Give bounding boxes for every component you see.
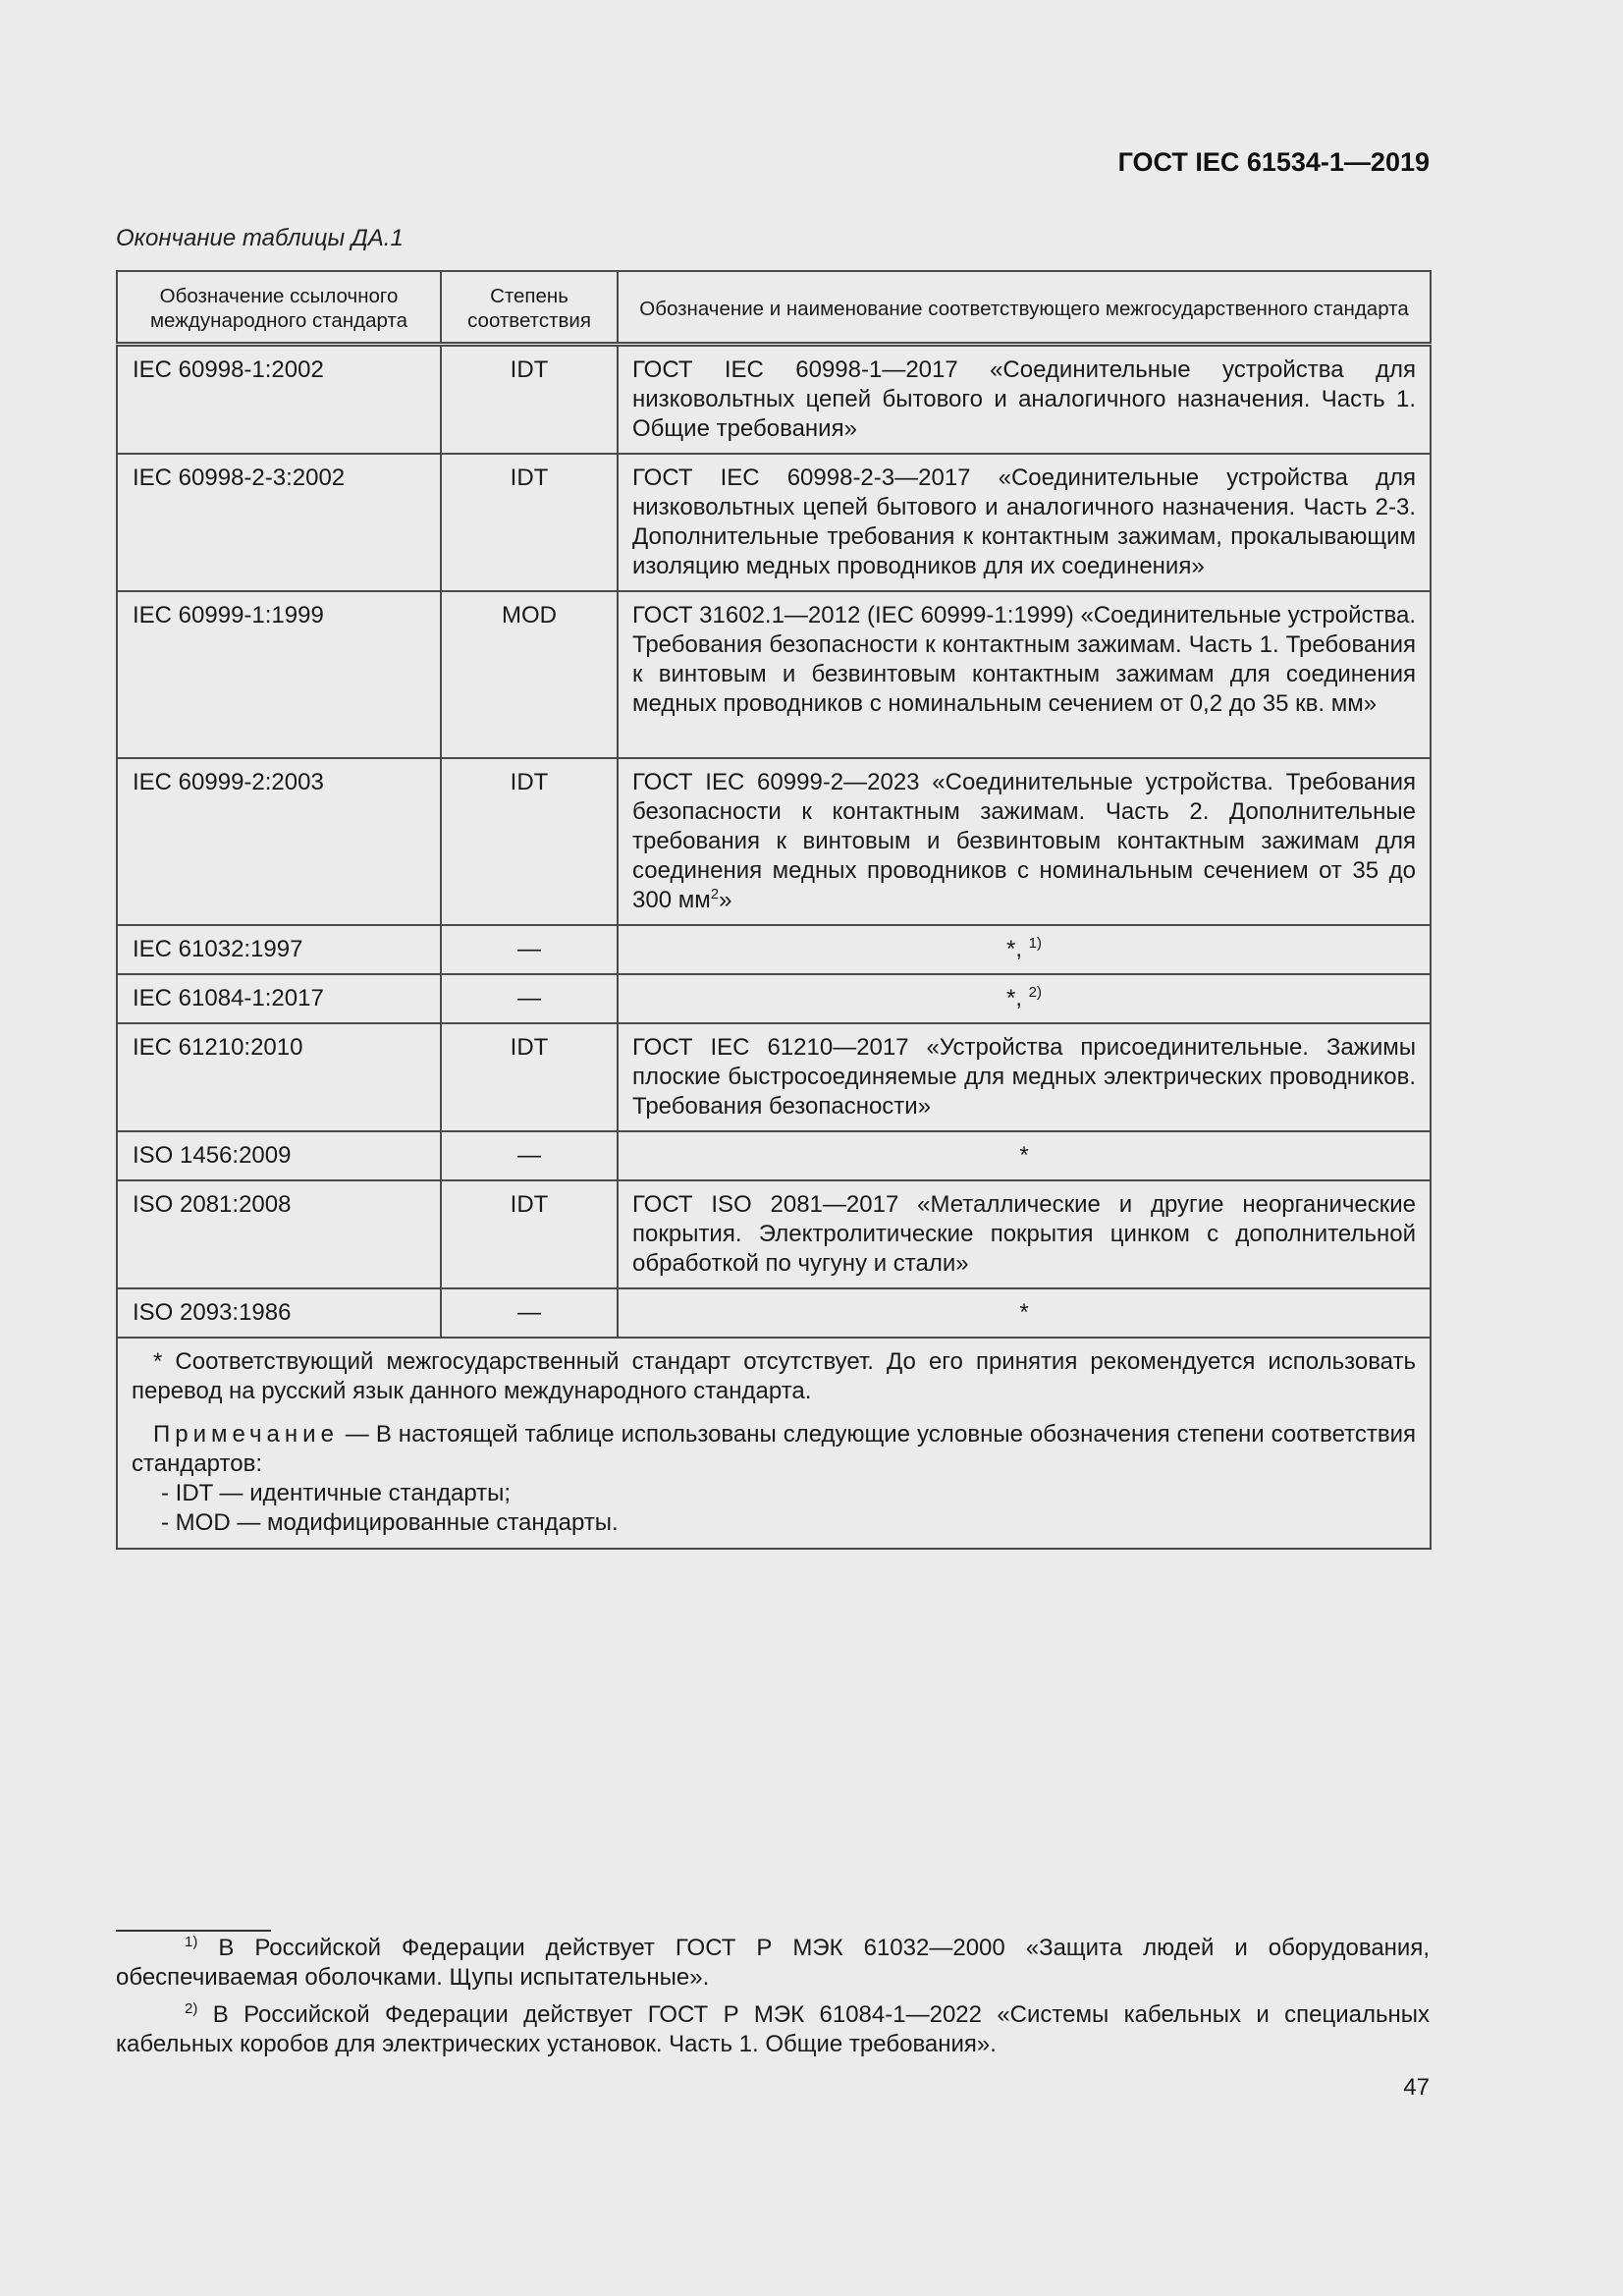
- footnotes: [116, 1934, 1430, 2059]
- table-header-row: [117, 271, 1431, 345]
- footnote-mark: 2): [185, 2000, 198, 2017]
- cell-code: IEC 60999-1:1999: [117, 591, 441, 758]
- table-row: [117, 974, 1431, 1023]
- cell-degree: IDT: [441, 1180, 618, 1288]
- table-row: [117, 1180, 1431, 1288]
- cell-code: IEC 61032:1997: [117, 925, 441, 974]
- footnote-ref-1: 1): [1028, 935, 1043, 952]
- cell-degree: —: [441, 1131, 618, 1180]
- footnote-2: [116, 2000, 1430, 2059]
- cell-name: [618, 925, 1431, 974]
- cell-degree: IDT: [441, 345, 618, 455]
- table-row: [117, 454, 1431, 591]
- cell-name-text: *,: [1005, 936, 1029, 962]
- cell-name: ГОСТ IEC 60998-2-3—2017 «Соединительные устройства для низковольтных цепей бытового и аналогичного назначения. Часть 2-3. Дополнительные требования к контактным зажимам, прокалывающим изоляцию медных проводников для их соединения»: [618, 454, 1431, 591]
- cell-code: IEC 60999-2:2003: [117, 758, 441, 925]
- footnote-separator: [116, 1930, 271, 1932]
- footnote-mark: 1): [185, 1934, 198, 1950]
- header-reference-standard: Обозначение ссылочного международного стандарта: [117, 271, 441, 345]
- list-item: - MOD — модифицированные стандарты.: [161, 1509, 619, 1536]
- cell-name-text: ГОСТ IEC 60999-2—2023 «Соединительные устройства. Требования безопасности к контактным зажимам. Часть 2. Дополнительные требования к винтовым и безвинтовым контактным зажимам для соединения медных проводников с номинальным сечением от 35 до 300 мм: [632, 769, 1416, 913]
- footnote-text: В Российской Федерации действует ГОСТ Р МЭК 61032—2000 «Защита людей и оборудования, обеспечиваемая оболочками. Щупы испытательные».: [116, 1935, 1430, 1991]
- page-number: 47: [1403, 2074, 1430, 2101]
- cell-degree: IDT: [441, 454, 618, 591]
- header-interstate-standard: Обозначение и наименование соответствующего межгосударственного стандарта: [618, 271, 1431, 345]
- cell-degree: —: [441, 925, 618, 974]
- cell-code: IEC 60998-1:2002: [117, 345, 441, 455]
- table-row: [117, 1023, 1431, 1131]
- star-note: * Соответствующий межгосударственный стандарт отсутствует. До его принятия рекомендуется использовать перевод на русский язык данного международного стандарта.: [132, 1348, 1416, 1404]
- standards-table: [116, 270, 1432, 1550]
- cell-name: ГОСТ ISO 2081—2017 «Металлические и другие неорганические покрытия. Электролитические покрытия цинком с дополнительной обработкой по чугуну и стали»: [618, 1180, 1431, 1288]
- cell-degree: IDT: [441, 1023, 618, 1131]
- list-item: - IDT — идентичные стандарты;: [161, 1480, 512, 1506]
- cell-code: IEC 60998-2-3:2002: [117, 454, 441, 591]
- table-row: [117, 758, 1431, 925]
- cell-degree: —: [441, 974, 618, 1023]
- cell-code: ISO 1456:2009: [117, 1131, 441, 1180]
- cell-name: *: [618, 1131, 1431, 1180]
- table-notes: [117, 1338, 1431, 1549]
- table-row: [117, 1131, 1431, 1180]
- cell-degree: IDT: [441, 758, 618, 925]
- cell-degree: MOD: [441, 591, 618, 758]
- cell-name-tail: »: [719, 887, 732, 913]
- cell-name: [618, 758, 1431, 925]
- cell-name: [618, 974, 1431, 1023]
- cell-code: IEC 61210:2010: [117, 1023, 441, 1131]
- superscript: 2: [710, 886, 720, 902]
- cell-degree: —: [441, 1288, 618, 1338]
- table-notes-row: [117, 1338, 1431, 1549]
- table-row: [117, 1288, 1431, 1338]
- cell-code: ISO 2081:2008: [117, 1180, 441, 1288]
- table-row: [117, 925, 1431, 974]
- primechanie-note: [132, 1420, 1416, 1479]
- standards-table-container: [116, 270, 1430, 1550]
- cell-name: ГОСТ IEC 60998-1—2017 «Соединительные устройства для низковольтных цепей бытового и аналогичного назначения. Часть 1. Общие требования»: [618, 345, 1431, 455]
- document-code: ГОСТ IEC 61534-1—2019: [1117, 147, 1430, 177]
- cell-name: *: [618, 1288, 1431, 1338]
- table-row: [117, 591, 1431, 758]
- cell-code: IEC 61084-1:2017: [117, 974, 441, 1023]
- footnote-1: [116, 1934, 1430, 1993]
- header-conformity-degree: Степень соответствия: [441, 271, 618, 345]
- cell-name: ГОСТ IEC 61210—2017 «Устройства присоединительные. Зажимы плоские быстросоединяемые для медных электрических проводников. Требования безопасности»: [618, 1023, 1431, 1131]
- cell-name-text: *,: [1005, 985, 1029, 1011]
- footnote-text: В Российской Федерации действует ГОСТ Р МЭК 61084-1—2022 «Системы кабельных и специальных кабельных коробов для электрических установок. Часть 1. Общие требования».: [116, 2001, 1430, 2057]
- primechanie-label: Примечание: [153, 1421, 339, 1448]
- primechanie-text: — В настоящей таблице использованы следующие условные обозначения степени соответствия стандартов:: [132, 1421, 1416, 1477]
- footnote-ref-2: 2): [1028, 984, 1043, 1001]
- cell-code: ISO 2093:1986: [117, 1288, 441, 1338]
- table-caption: Окончание таблицы ДА.1: [116, 225, 404, 251]
- table-row: [117, 345, 1431, 455]
- cell-name: ГОСТ 31602.1—2012 (IEC 60999-1:1999) «Соединительные устройства. Требования безопасности к контактным зажимам. Часть 1. Требования к винтовым и безвинтовым контактным зажимам для соединения медных проводников с номинальным сечением от 0,2 до 35 кв. мм»: [618, 591, 1431, 758]
